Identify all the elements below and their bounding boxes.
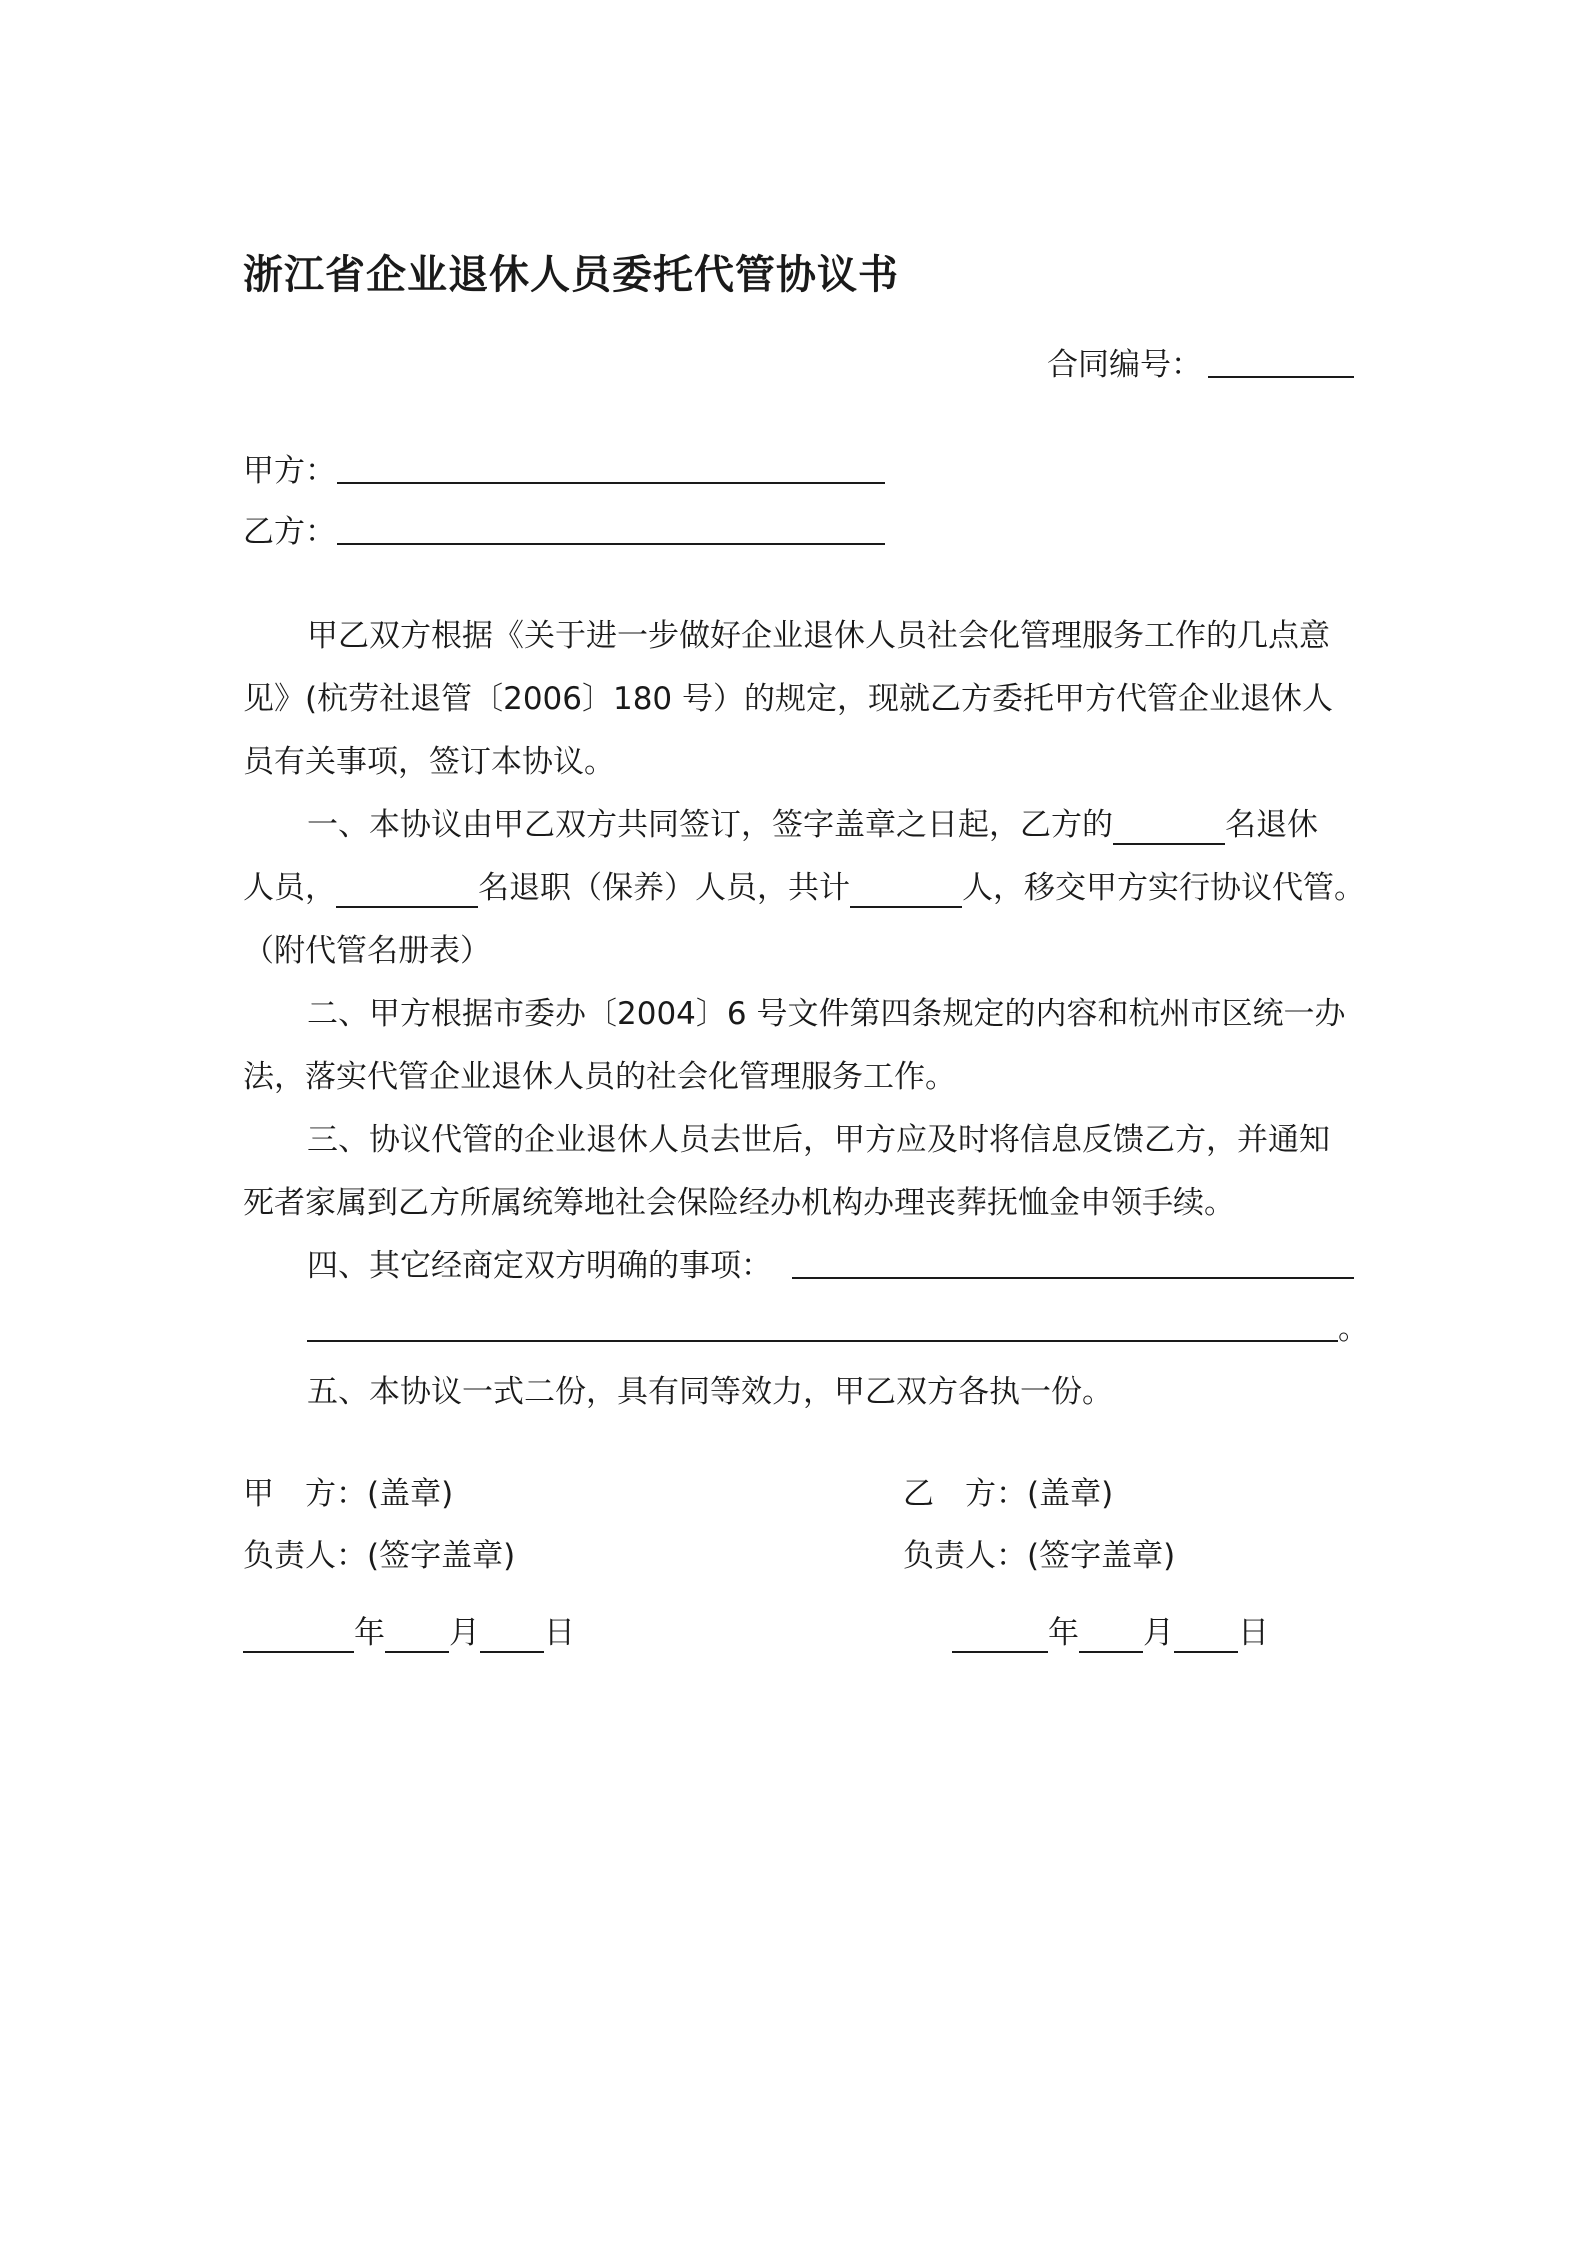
clause-3-line-1: 三、协议代管的企业退休人员去世后，甲方应及时将信息反馈乙方，并通知	[307, 1122, 1330, 1158]
party-b-month-field[interactable]	[1079, 1621, 1143, 1653]
clause-3-line-2: 死者家属到乙方所属统筹地社会保险经办机构办理丧葬抚恤金申领手续。	[243, 1185, 1235, 1221]
clause-4-period: 。	[1338, 1311, 1369, 1347]
intro-line-1: 甲乙双方根据《关于进一步做好企业退休人员社会化管理服务工作的几点意	[307, 618, 1330, 654]
retiree-count-field[interactable]	[1113, 813, 1225, 845]
total-count-field[interactable]	[850, 876, 962, 908]
clause-1-text-e: 人，移交甲方实行协议代管。	[962, 870, 1365, 906]
party-b-seal-label: 乙 方：(盖章)	[903, 1476, 1114, 1512]
party-a-date	[243, 1613, 575, 1653]
party-b-label: 乙方：	[243, 514, 336, 550]
month-label: 月	[449, 1615, 480, 1651]
contract-number-label: 合同编号：	[1047, 347, 1202, 383]
party-a-day-field[interactable]	[480, 1621, 544, 1653]
clause-1-line-3: （附代管名册表）	[243, 933, 491, 969]
resigned-count-field[interactable]	[336, 876, 478, 908]
clause-1-line-1	[307, 805, 1318, 845]
intro-line-2: 见》(杭劳社退管〔2006〕180 号）的规定，现就乙方委托甲方代管企业退休人	[243, 681, 1334, 717]
party-a-signer-label: 负责人：(签字盖章)	[243, 1538, 516, 1574]
party-b-signer-label: 负责人：(签字盖章)	[903, 1538, 1176, 1574]
clause-2-line-1: 二、甲方根据市委办〔2004〕6 号文件第四条规定的内容和杭州市区统一办	[307, 996, 1346, 1032]
clause-4-line-1: 四、其它经商定双方明确的事项：	[307, 1248, 772, 1284]
day-label: 日	[544, 1615, 575, 1651]
clause-2-line-2: 法，落实代管企业退休人员的社会化管理服务工作。	[243, 1059, 956, 1095]
other-matters-field-2[interactable]	[307, 1340, 1338, 1342]
party-a-year-field[interactable]	[243, 1621, 354, 1653]
document-title: 浙江省企业退休人员委托代管协议书	[243, 252, 899, 298]
clause-1-line-2	[243, 868, 1365, 908]
intro-line-3: 员有关事项，签订本协议。	[243, 744, 615, 780]
other-matters-field-1[interactable]	[792, 1277, 1354, 1279]
party-a-field[interactable]	[337, 482, 885, 484]
year-label: 年	[354, 1615, 385, 1651]
party-b-year-field[interactable]	[952, 1621, 1048, 1653]
party-b-date	[952, 1613, 1269, 1653]
month-label: 月	[1143, 1615, 1174, 1651]
clause-1-text-a: 一、本协议由甲乙双方共同签订，签字盖章之日起，乙方的	[307, 807, 1113, 843]
contract-number-field[interactable]	[1208, 376, 1354, 378]
clause-1-text-b: 名退休	[1225, 807, 1318, 843]
day-label: 日	[1238, 1615, 1269, 1651]
party-b-day-field[interactable]	[1174, 1621, 1238, 1653]
party-a-seal-label: 甲 方：(盖章)	[243, 1476, 454, 1512]
year-label: 年	[1048, 1615, 1079, 1651]
party-a-month-field[interactable]	[385, 1621, 449, 1653]
clause-1-text-d: 名退职（保养）人员，共计	[478, 870, 850, 906]
clause-1-text-c: 人员，	[243, 870, 336, 906]
clause-5: 五、本协议一式二份，具有同等效力，甲乙双方各执一份。	[307, 1374, 1113, 1410]
party-a-label: 甲方：	[243, 453, 336, 489]
party-b-field[interactable]	[337, 543, 885, 545]
